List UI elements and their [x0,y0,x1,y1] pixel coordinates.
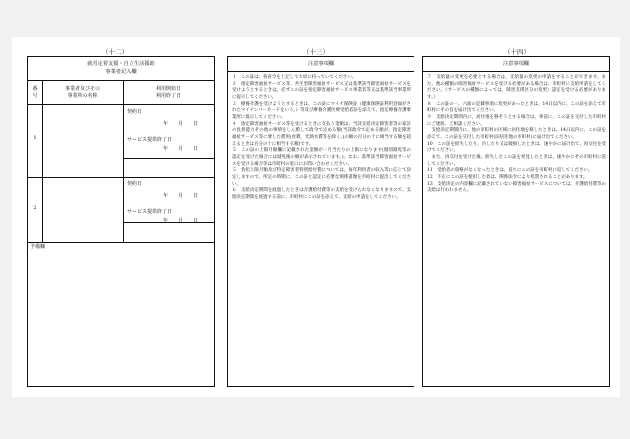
note-paragraph: 支給決定期間内に、他の市町村の区域に居住地を移したときは、14日以内に、この証を添えて、この証を交付した市町村(旧居住地の市町村)に届け出てください。 [427,128,606,140]
page-number: （十四） [504,48,530,56]
note-paragraph: 12 不正にこの証を使用した者は、関係法令により処罰されることがあります。 [427,174,588,180]
page-twelve [12,37,218,397]
note-paragraph: ５ 負担上限月額及び特定障害者特別給付費については、毎年利用者の収入等に応じて決定しますので、所定の時期に、この証と認定に必要な関係書類を市町村に提出してください。 [232,168,411,187]
note-paragraph: また、再交付を受けた後、紛失したこの証を発見したときは、速やかにその市町村に返してください。 [427,154,606,167]
title-line-1: 就労定着支援・自立生活援助 [87,61,155,67]
row-divider [28,177,214,178]
note-paragraph: ７ 支給量の変更を必要とする場合は、支給量の変更の申請をすることができます。また、他の種類の障害福祉サービスを受ける必要がある場合は、市町村に支給申請をしてください。（サービスの種類によっては、障害支援区分の変更）認定を受ける必要があります。） [427,75,606,100]
note-paragraph: ３ 療養介護を受けようとするときは、この証にマイナ保険証（健康保険証利用登録がされたマイナンバーカードをいう。）等及び療養介護医療受給者証を添えて、指定療養介護事業所に提示してください。 [232,101,411,120]
row-divider [28,242,214,243]
note-paragraph: 13 支給決定の内容欄に記載されていない障害福祉サービスについては、介護給付費等の支給は行われません。 [427,181,606,194]
note-paragraph: 10 この証を紛失したり、汚したり又は破損したときは、速やかに届け出て、再交付を受けてください。 [427,141,606,154]
section-title: 注意事項欄 [228,57,414,72]
note-paragraph: ６ 支給決定期間を経過したときは介護給付費等の支給を受けられなくなりますので、支給決定期間を経過する前に、市町村にこの証を添えて、支給の申請をしてください。 [232,188,411,200]
page-fourteen [414,37,620,397]
contract-date: 年 月 日 [163,121,199,127]
section-title: 注意事項欄 [423,57,609,72]
contract-label: 契約日 [127,181,143,187]
note-paragraph: ２ 指定障害福祉サービス等、共生型障害福祉サービス又は基準該当障害福祉サービスを受けようとするときは、必ずこの証を指定障害福祉サービス事業者等又は基準該当事業所に提示してください。 [232,81,411,100]
col-dates-header: 利用開始日 利用終了日 [155,86,181,99]
notes-box [422,56,610,387]
page-thirteen [218,37,414,397]
contract-label: 契約日 [127,109,143,115]
notes-body [427,75,606,195]
service-end-date: 年 月 日 [163,218,199,224]
service-end-label: サービス提供終了日 [127,137,173,143]
contract-date: 年 月 日 [163,193,199,199]
column-divider [123,81,124,242]
title-line-2: 事業者記入欄 [105,69,137,75]
col-provider-header: 事業者及びその 事業所の名称 [64,86,100,99]
header-divider [28,104,214,105]
col-no-header: 番 号 [32,86,38,99]
note-paragraph: ９ 支給決定期間内に、居住地を移そうとする場合は、事前に、この証を交付した市町村にご連絡、ご相談ください。 [427,114,606,127]
row-inner-divider [123,158,214,159]
note-paragraph: 11 受給者の資格がなくなったときは、直ちにこの証を市町村に返してください。 [427,168,593,174]
page-number: （十三） [303,48,329,56]
page-number: （十二） [102,48,128,56]
remarks-label: 予備欄 [30,244,46,250]
note-paragraph: ５ この証の上限月額欄に記載された金額が一月当たりの上限になります(個別減免等の認定を受けた場合には減免後の額が表示されています。)。なお、基準該当障害福祉サービスを受ける場合等は市町村の窓口にお問い合わせください。 [232,148,411,167]
service-end-date: 年 月 日 [163,146,199,152]
row-number: 1 [33,135,37,141]
note-paragraph: ８ この証の一、六面の記載事項に変更があったときは、14日以内に、この証を添えて市町村にその旨を届け出てください。 [427,101,606,114]
service-end-label: サービス提供終了日 [127,209,173,215]
notes-box [227,56,415,387]
table-title [28,57,214,81]
notes-body [232,75,411,201]
row-number: 2 [33,205,37,211]
column-divider [42,81,43,242]
note-paragraph: １ この証は、各省令を上記して大切に持っていてください。 [232,75,357,80]
note-paragraph: ４ 指定障害福祉サービス等を受けるときに支払う金額は、当該支給決定障害者等の家計の負担能力その他の事情をしん酌して政令で定める額(当該政令で定める額が、指定障害福祉サービス等に要した費用(食費、光熱水費等を除く。)の額の百分の十に相当する額を超えるときは百分の十に相当する額)です。 [232,121,411,147]
provider-table [27,56,215,387]
